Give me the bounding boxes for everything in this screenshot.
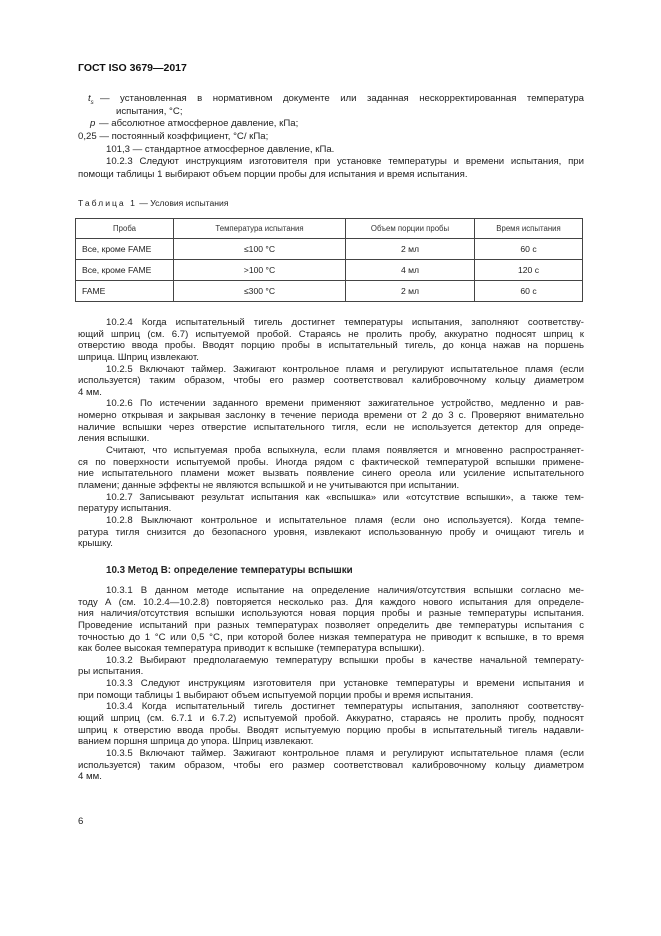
table-row (76, 260, 583, 281)
paragraph-line: крышку. (78, 538, 113, 550)
table-cell: 2 мл (346, 281, 475, 302)
paragraph-line: 4 мм. (78, 771, 102, 783)
table-cell: ≤300 °С (174, 281, 346, 302)
paragraph (78, 655, 584, 678)
paragraph-line: ления вспышки. (78, 433, 150, 445)
paragraph (78, 678, 584, 701)
body-section-10-3 (78, 585, 584, 783)
table-header-row (76, 219, 583, 239)
paragraph-line: 10.3.2 Выбирают предполагаемую температуру вспышки пробы в качестве начальной температу- (106, 654, 584, 666)
paragraph-line: ванием поршня шприца до упора. Шприц извлекают. (78, 736, 314, 748)
paragraph-line: ния наличия/отсутствия вспышки используются новая порция пробы и разные температуры испытания. (78, 608, 584, 620)
table-cell: >100 °С (174, 260, 346, 281)
paragraph (78, 515, 584, 550)
paragraph-line: ры испытания. (78, 666, 144, 678)
paragraph (78, 701, 584, 748)
paragraph (78, 585, 584, 655)
paragraph-line: ющий шприц (см. 6.7.1 и 6.7.2) испытуемой пробой. Аккуратно, стараясь не пролить пробу, подносят (78, 713, 584, 725)
paragraph-line: отверстию ввода пробы. Вводят порцию пробы в испытательный тигель, до конца нажав на поршень (78, 340, 584, 352)
table-cell: ≤100 °С (174, 239, 346, 260)
paragraph-line: 10.2.8 Выключают контрольное и испытательное пламя (если оно используется). Когда темпе- (106, 514, 584, 526)
paragraph-line: 10.2.6 По истечении заданного времени применяют зажигательное устройство, медленно и рав- (106, 398, 584, 410)
table-cell: 60 с (475, 281, 583, 302)
paragraph-line: наличие вспышки через отверстие испытательного тигля, если не используется детектор для опреде- (78, 421, 584, 433)
document-header: ГОСТ ISO 3679—2017 (78, 62, 187, 74)
paragraph-line: ние испытательного пламени может вызвать появление синего ореола или усиление испытательного (78, 468, 584, 480)
paragraph-line: 10.2.4 Когда испытательный тигель достигнет температуры испытания, заполняют соответству- (106, 317, 584, 328)
column-header: Время испытания (475, 219, 583, 239)
paragraph-line: 10.2.5 Включают таймер. Зажигают контрольное пламя и регулируют испытательное пламя (если (106, 363, 584, 375)
paragraph (78, 364, 584, 399)
table-cell: Все, кроме FAME (76, 239, 174, 260)
paragraph-line: шприца. Шприц извлекают. (78, 351, 199, 363)
test-conditions-table (75, 218, 583, 302)
column-header: Объем порции пробы (346, 219, 475, 239)
paragraph-line: пламени; данные эффекты не являются вспышкой и не учитываются при испытании. (78, 479, 460, 491)
paragraph-line: ющий шприц (см. 6.7) испытуемой пробой. Стараясь не пролить пробу, аккуратно подносят шприц к (78, 328, 584, 340)
page-number: 6 (78, 816, 84, 827)
paragraph (78, 748, 584, 783)
paragraph (78, 492, 584, 515)
paragraph-line: тоду А (см. 10.2.4—10.2.8) повторяется несколько раз. Для каждого нового испытания для определе- (78, 596, 584, 608)
paragraph-line: Считают, что испытуемая проба вспыхнула, если пламя появляется и мгновенно распространяет- (106, 445, 584, 457)
definition-coefficient: 0,25 — постоянный коэффициент, °С/ кПа; (78, 131, 269, 143)
table-cell: 120 с (475, 260, 583, 281)
column-header: Температура испытания (174, 219, 346, 239)
paragraph-line: используется) таким образом, чтобы его размер соответствовал калибровочному кольцу диаметром (78, 759, 584, 771)
table-cell: Все, кроме FAME (76, 260, 174, 281)
body-section-10-2 (78, 317, 584, 550)
paragraph-line: ся по поверхности испытуемой пробы. Иногда рядом с фактической температурой вспышки примене- (78, 456, 584, 468)
table-cell: FAME (76, 281, 174, 302)
paragraph-line: пературу испытания. (78, 503, 172, 515)
table-row (76, 239, 583, 260)
paragraph-10-2-3-line: помощи таблицы 1 выбирают объем порции пробы для испытания и время испытания. (78, 169, 468, 181)
paragraph-line: 10.3.5 Включают таймер. Зажигают контрольное пламя и регулируют испытательное пламя (если (106, 747, 584, 759)
paragraph (78, 317, 584, 364)
paragraph-line: как более высокая температура приводит к вспышке (температура вспышки). (78, 643, 425, 655)
paragraph-line: при помощи таблицы 1 выбирают объем испытуемой порции пробы и время испытания. (78, 689, 474, 701)
paragraph-line: шприц к отверстию ввода пробы. Вводят испытуемую порцию пробы в испытательный тигель надавли- (78, 724, 584, 736)
definition-ts (78, 93, 584, 106)
ts-description-cont: испытания, °С; (116, 105, 183, 117)
paragraph-line: точностью до 1 °С или 0,5 °С, при которой более низкая температура не приводит к вспышке, в то время (78, 631, 584, 643)
definitions (78, 93, 584, 182)
paragraph-line: 4 мм. (78, 386, 102, 398)
paragraph-line: 10.3.1 В данном методе испытание на определение наличия/отсутствия вспышки согласно ме- (106, 585, 584, 596)
table-cell: 2 мл (346, 239, 475, 260)
table-label: Таблица 1 (78, 198, 137, 208)
paragraph-line: номерно открывая и закрывая заслонку в течение периода времени от 2 до 3 с. Проверяют внимательно (78, 410, 584, 422)
table-caption (78, 198, 228, 208)
paragraph-line: ратура тигля снизится до безопасного уровня, извлекают использованную пробу и очищают тигель и (78, 526, 584, 538)
paragraph-line: используется) таким образом, чтобы его размер соответствовал калибровочному кольцу диаметром (78, 375, 584, 387)
definition-p (78, 118, 584, 131)
table-cell: 4 мл (346, 260, 475, 281)
paragraph-line: Проведение испытаний при разных температурах позволяет определить две температуры испытания с (78, 619, 584, 631)
section-heading: 10.3 Метод В: определение температуры вспышки (106, 565, 353, 576)
p-description: — абсолютное атмосферное давление, кПа; (99, 118, 299, 130)
ts-description: — установленная в нормативном документе или заданная нескорректированная температура (100, 93, 584, 104)
table-title: — Условия испытания (136, 198, 229, 208)
table-cell: 60 с (475, 239, 583, 260)
paragraph-10-2-3-line: 10.2.3 Следуют инструкциям изготовителя при установке температуры и времени испытания, при (106, 156, 584, 168)
column-header: Проба (76, 219, 174, 239)
definition-standard-pressure: 101,3 — стандартное атмосферное давление, кПа. (106, 143, 335, 155)
ts-symbol: $t_s$ (88, 93, 94, 106)
paragraph (78, 398, 584, 445)
table-row (76, 281, 583, 302)
paragraph-line: 10.3.4 Когда испытательный тигель достигнет температуры испытания, заполняют соответству- (106, 701, 584, 713)
p-symbol: p (90, 118, 96, 130)
paragraph (78, 445, 584, 492)
paragraph-line: 10.3.3 Следуют инструкциям изготовителя при установке температуры и времени испытания и (106, 678, 584, 690)
paragraph-line: 10.2.7 Записывают результат испытания как «вспышка» или «отсутствие вспышки», а также тем- (106, 491, 584, 503)
